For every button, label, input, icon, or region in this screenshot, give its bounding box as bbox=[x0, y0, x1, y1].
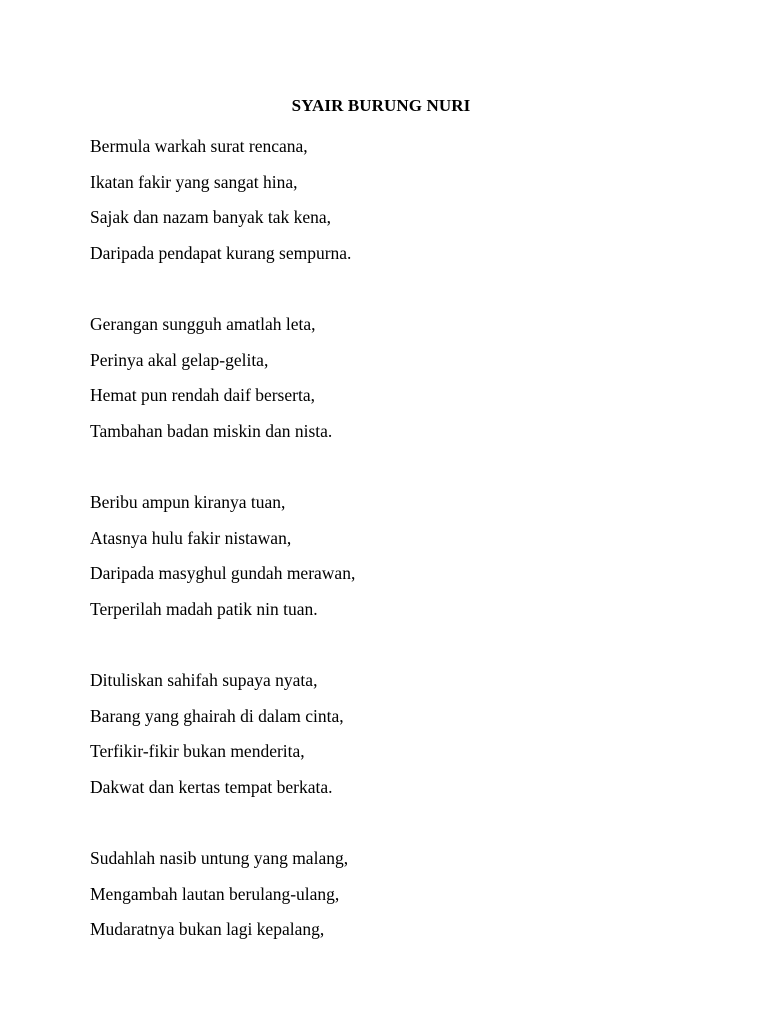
poem-title: SYAIR BURUNG NURI bbox=[291, 96, 471, 115]
poem-line: Daripada pendapat kurang sempurna. bbox=[90, 242, 352, 263]
poem-line: Mudaratnya bukan lagi kepalang, bbox=[90, 919, 325, 939]
poem-line: Barang yang ghairah di dalam cinta, bbox=[90, 705, 344, 726]
stanza-2 bbox=[90, 307, 355, 449]
poem-line: Beribu ampun kiranya tuan, bbox=[90, 492, 286, 512]
poem-line: Ikatan fakir yang sangat hina, bbox=[90, 171, 298, 192]
poem-line: Mengambah lautan berulang-ulang, bbox=[90, 883, 340, 904]
poem-line: Sajak dan nazam banyak tak kena, bbox=[90, 207, 332, 227]
stanza-1 bbox=[90, 129, 355, 271]
poem-line: Sudahlah nasib untung yang malang, bbox=[90, 848, 349, 868]
poem-line: Perinya akal gelap-gelita, bbox=[90, 349, 269, 370]
poem-line: Terfikir-fikir bukan menderita, bbox=[90, 741, 305, 761]
poem-body bbox=[90, 129, 355, 984]
poem-line: Dituliskan sahifah supaya nyata, bbox=[90, 670, 318, 690]
poem-line: Atasnya hulu fakir nistawan, bbox=[90, 527, 292, 548]
poem-line: Daripada masyghul gundah merawan, bbox=[90, 563, 356, 583]
poem-line: Bermula warkah surat rencana, bbox=[90, 136, 308, 156]
poem-line: Gerangan sungguh amatlah leta, bbox=[90, 314, 316, 334]
poem-line: Terperilah madah patik nin tuan. bbox=[90, 598, 318, 619]
stanza-4 bbox=[90, 663, 355, 805]
stanza-5 bbox=[90, 841, 355, 948]
poem-line: Hemat pun rendah daif berserta, bbox=[90, 385, 315, 405]
stanza-3 bbox=[90, 485, 355, 627]
poem-line: Dakwat dan kertas tempat berkata. bbox=[90, 776, 333, 797]
poem-line: Tambahan badan miskin dan nista. bbox=[90, 420, 333, 441]
